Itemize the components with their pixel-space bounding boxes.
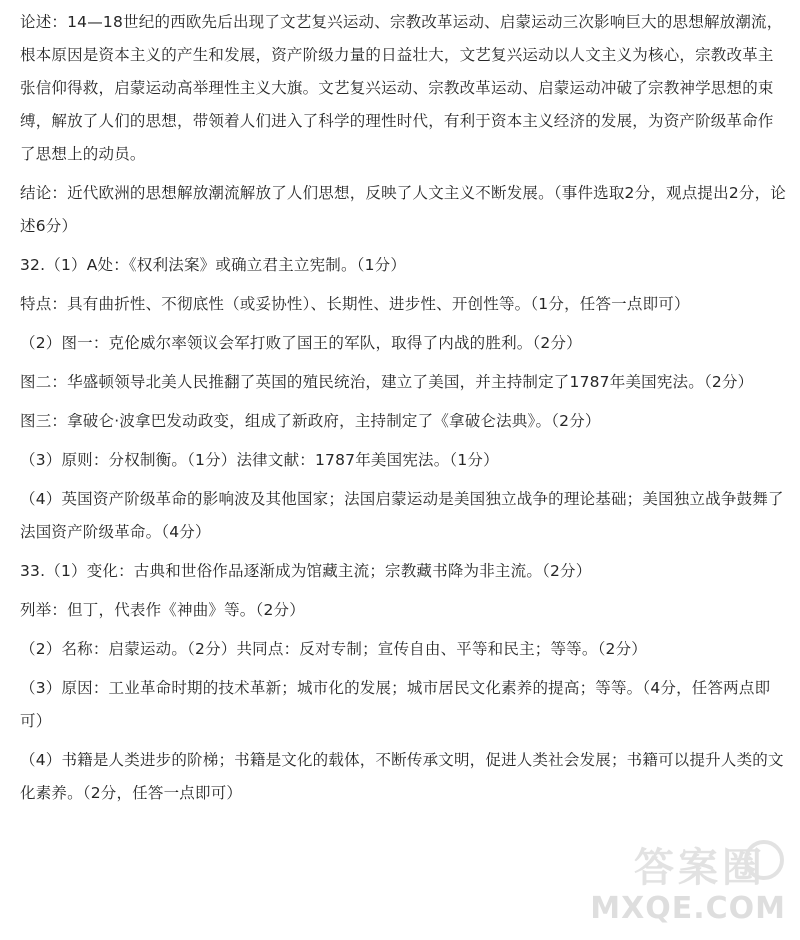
paragraph-conclusion: 结论：近代欧洲的思想解放潮流解放了人们思想，反映了人文主义不断发展。（事件选取2分，观点提出2分，论述6分） bbox=[20, 184, 786, 235]
paragraph-q33-2: （2）名称：启蒙运动。（2分）共同点：反对专制；宣传自由、平等和民主；等等。（2分） bbox=[20, 640, 647, 658]
paragraph-q33-3: （3）原因：工业革命时期的技术革新；城市化的发展；城市居民文化素养的提高；等等。（4分，任答两点即可） bbox=[20, 679, 771, 730]
paragraph-q32-features: 特点：具有曲折性、不彻底性（或妥协性）、长期性、进步性、开创性等。（1分，任答一点即可） bbox=[20, 295, 690, 313]
paragraph-q32-2-figure1: （2）图一：克伦威尔率领议会军打败了国王的军队，取得了内战的胜利。（2分） bbox=[20, 334, 582, 352]
watermark-top-text: 答案圈 bbox=[634, 845, 766, 891]
paragraph-q32-4: （4）英国资产阶级革命的影响波及其他国家；法国启蒙运动是美国独立战争的理论基础；美国独立战争鼓舞了法国资产阶级革命。（4分） bbox=[20, 490, 784, 541]
paragraph-q32-figure3: 图三：拿破仑·波拿巴发动政变，组成了新政府，主持制定了《拿破仑法典》。（2分） bbox=[20, 412, 601, 430]
paragraph-q32-3: （3）原则：分权制衡。（1分）法律文献：1787年美国宪法。（1分） bbox=[20, 451, 499, 469]
paragraph-q33-example: 列举：但丁，代表作《神曲》等。（2分） bbox=[20, 601, 305, 619]
watermark-bottom-text: MXQE.COM bbox=[590, 891, 786, 926]
paragraph-q32-figure2: 图二：华盛顿领导北美人民推翻了英国的殖民统治，建立了美国，并主持制定了1787年美国宪法。（2分） bbox=[20, 373, 754, 391]
paragraph-argument: 论述：14—18世纪的西欧先后出现了文艺复兴运动、宗教改革运动、启蒙运动三次影响巨大的思想解放潮流，根本原因是资本主义的产生和发展，资产阶级力量的日益壮大，文艺复兴运动以人文主义为核心，宗教改革主张信仰得救，启蒙运动高举理性主义大旗。文艺复兴运动、宗教改革运动、启蒙运动冲破了宗教神学思想的束缚，解放了人们的思想，带领着人们进入了科学的理性时代，有利于资本主义经济的发展，为资产阶级革命作了思想上的动员。 bbox=[20, 13, 783, 163]
paragraph-q32-1: 32.（1）A处：《权利法案》或确立君主立宪制。（1分） bbox=[20, 256, 407, 274]
paragraph-q33-1: 33.（1）变化：古典和世俗作品逐渐成为馆藏主流；宗教藏书降为非主流。（2分） bbox=[20, 562, 592, 580]
paragraph-q33-4: （4）书籍是人类进步的阶梯；书籍是文化的载体，不断传承文明，促进人类社会发展；书籍可以提升人类的文化素养。（2分，任答一点即可） bbox=[20, 751, 784, 802]
